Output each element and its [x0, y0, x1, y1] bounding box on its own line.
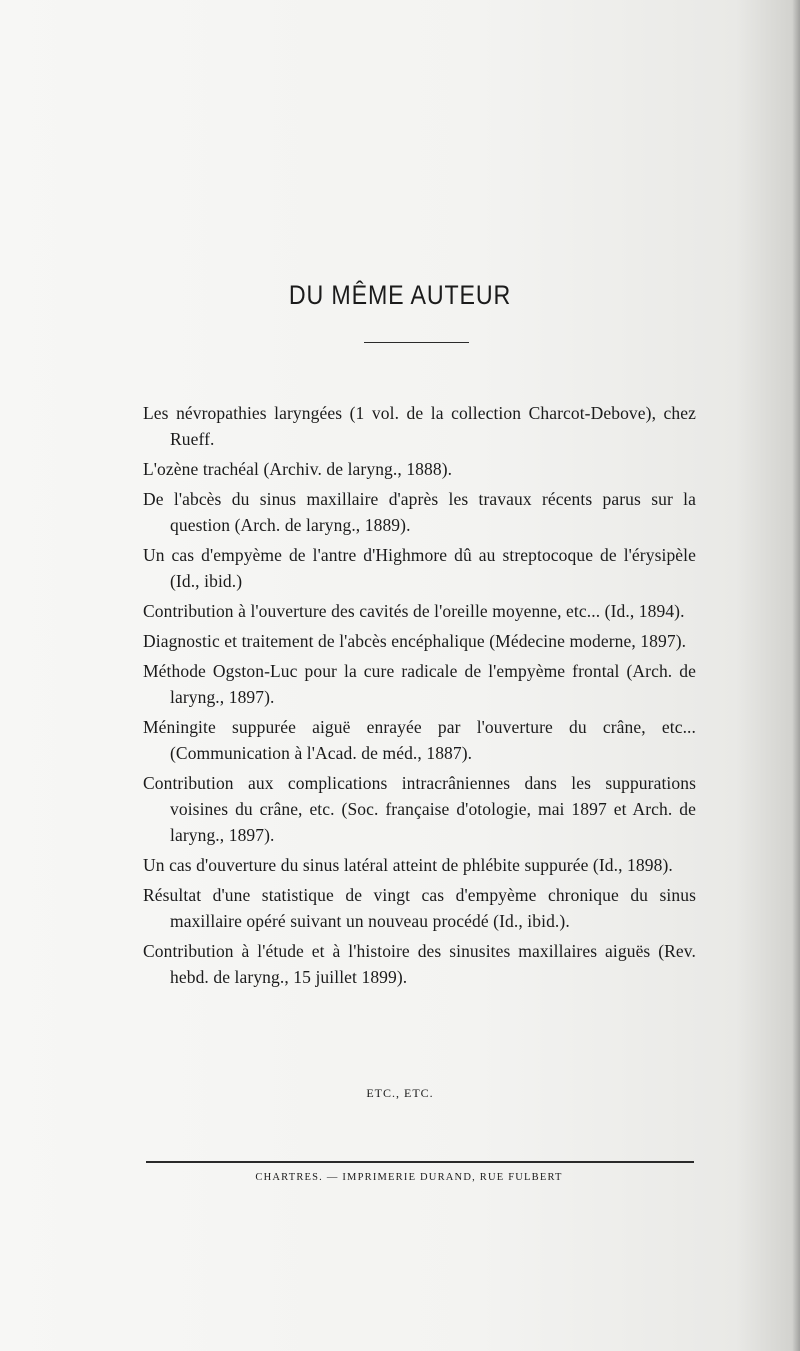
- list-item: Résultat d'une statistique de vingt cas d'empyème chronique du sinus maxillaire opéré suivant un nouveau procédé (Id., ibid.).: [143, 885, 696, 931]
- list-item: Un cas d'ouverture du sinus latéral atteint de phlébite suppurée (Id., 1898).: [143, 855, 673, 875]
- title-divider: [364, 342, 469, 343]
- page-edge-shadow: [792, 0, 800, 1351]
- list-item: Diagnostic et traitement de l'abcès encéphalique (Médecine moderne, 1897).: [143, 631, 687, 651]
- list-item: Méningite suppurée aiguë enrayée par l'ouverture du crâne, etc... (Communication à l'Acad. de méd., 1887).: [143, 717, 696, 763]
- footer-divider: [146, 1161, 694, 1163]
- printer-imprint: CHARTRES. — IMPRIMERIE DURAND, RUE FULBERT: [255, 1172, 563, 1183]
- list-item: Méthode Ogston-Luc pour la cure radicale de l'empyème frontal (Arch. de laryng., 1897).: [143, 661, 696, 707]
- list-item: Un cas d'empyème de l'antre d'Highmore dû au streptocoque de l'érysipèle (Id., ibid.): [143, 545, 696, 591]
- list-item: De l'abcès du sinus maxillaire d'après les travaux récents parus sur la question (Arch. de laryng., 1889).: [143, 489, 696, 535]
- list-item: Contribution à l'ouverture des cavités de l'oreille moyenne, etc... (Id., 1894).: [143, 601, 685, 621]
- bibliography-list: [143, 400, 696, 994]
- etc-line: ETC., ETC.: [366, 1086, 434, 1100]
- list-item: Contribution à l'étude et à l'histoire des sinusites maxillaires aiguës (Rev. hebd. de laryng., 15 juillet 1899).: [143, 941, 696, 987]
- list-item: Contribution aux complications intracrâniennes dans les suppurations voisines du crâne, etc. (Soc. française d'otologie, mai 1897 et Arch. de laryng., 1897).: [143, 773, 696, 845]
- list-item: L'ozène trachéal (Archiv. de laryng., 1888).: [143, 459, 453, 479]
- list-item: Les névropathies laryngées (1 vol. de la collection Charcot-Debove), chez Rueff.: [143, 403, 696, 449]
- page-title: DU MÊME AUTEUR: [288, 280, 512, 311]
